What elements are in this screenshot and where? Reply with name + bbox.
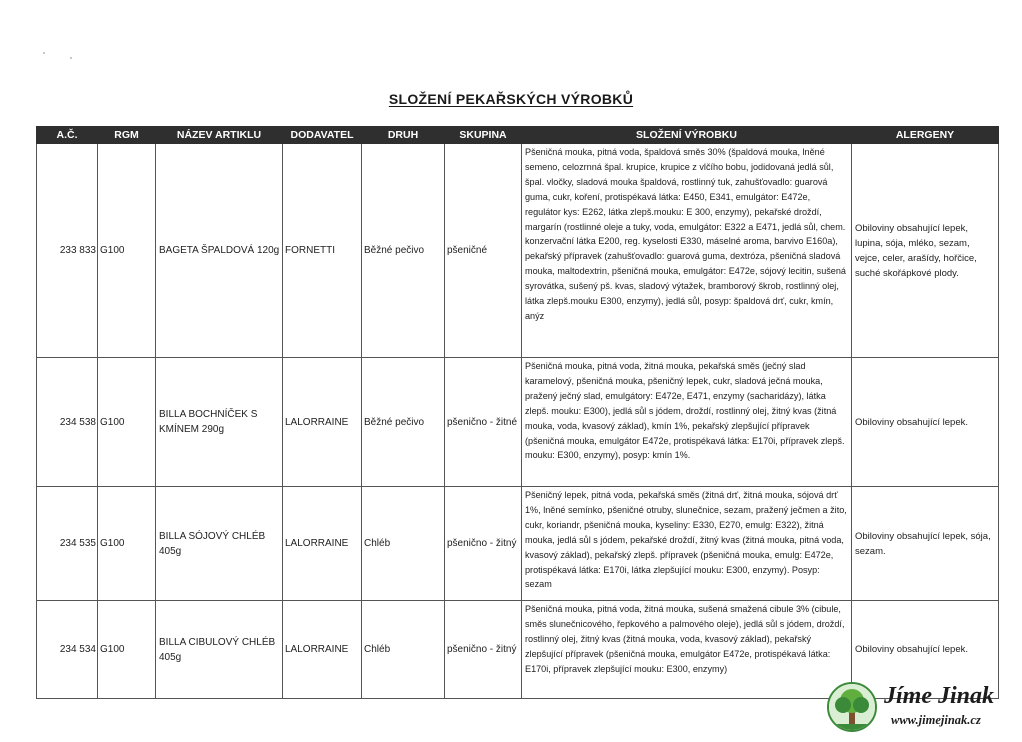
cell-composition: Pšeničný lepek, pitná voda, pekařská směs (žitná drť, žitná mouka, sójová drť 1%, lněné semínko, pšeničné otruby, slunečnice, sezam, pražený ječmen a žito, cukr, koriandr, pšeničná mouka, kyseliny: E330, E270, emulg: E322), žitná mouka, jedlá sůl s jódem, pekařské droždí, žitný kvas (žitná mouka, pitná voda, kvasový základ), pekařský zlepš. přípravek (pšeničná mouka, emulg: E472e, protispékavá látka: E170i, látka zlepšující mouku: E300, enzymy). Posyp: sezam	[522, 487, 852, 601]
table-row	[37, 487, 999, 601]
cell-allergens: Obiloviny obsahující lepek.	[852, 358, 999, 487]
cell-name: BILLA BOCHNÍČEK S KMÍNEM 290g	[156, 358, 283, 487]
header-allergens: ALERGENY	[852, 127, 999, 144]
scan-speck	[70, 57, 72, 59]
cell-supplier: LALORRAINE	[283, 487, 362, 601]
header-ac: A.Č.	[37, 127, 98, 144]
cell-supplier: LALORRAINE	[283, 601, 362, 699]
cell-ac: 234 535	[37, 487, 98, 601]
cell-composition: Pšeničná mouka, pitná voda, žitná mouka, sušená smažená cibule 3% (cibule, směs slunečnicového, řepkového a palmového oleje), jedlá sůl s jódem, droždí, rostlinný olej, žitný kvas (žitná mouka, voda, kvasový základ), pekařský zlepšující přípravek (pšeničná mouka, emulgátor E472e, protispékavá látka: E170i, přípravek zlepšující mouku: E300, enzymy)	[522, 601, 852, 699]
header-name: NÁZEV ARTIKLU	[156, 127, 283, 144]
header-supplier: DODAVATEL	[283, 127, 362, 144]
table-row	[37, 358, 999, 487]
cell-group: pšenično - žitný	[445, 487, 522, 601]
scan-speck	[43, 52, 45, 54]
cell-allergens: Obiloviny obsahující lepek, lupina, sója, mléko, sezam, vejce, celer, arašídy, hořčice, suché skořápkové plody.	[852, 144, 999, 358]
cell-group: pšenično - žitné	[445, 358, 522, 487]
cell-supplier: LALORRAINE	[283, 358, 362, 487]
cell-kind: Běžné pečivo	[362, 358, 445, 487]
cell-rgm: G100	[98, 601, 156, 699]
cell-name: BILLA CIBULOVÝ CHLÉB 405g	[156, 601, 283, 699]
cell-composition: Pšeničná mouka, pitná voda, žitná mouka, pekařská směs (ječný slad karamelový, pšeničná mouka, pšeničný lepek, cukr, sladová ječná mouka, pražený ječný slad, emulgátory: E472e, E471, enzymy (sacharidázy), látka zlepš. mouku: E300), jedlá sůl s jódem, droždí, rostlinný olej, žitný kvas (žitná mouka, voda, kvasový základ), kmín 1%, pekařský zlepšující přípravek (pšeničná mouka, emulgátor E472e, protispékavá látka: E170i, přípravek zlepš. mouku: E300, enzymy), posyp: kmín 1%.	[522, 358, 852, 487]
cell-allergens: Obiloviny obsahující lepek, sója, sezam.	[852, 487, 999, 601]
cell-allergens: Obiloviny obsahující lepek.	[852, 601, 999, 699]
table-row	[37, 144, 999, 358]
logo-url: www.jimejinak.cz	[891, 713, 981, 727]
cell-name: BILLA SÓJOVÝ CHLÉB 405g	[156, 487, 283, 601]
cell-ac: 234 534	[37, 601, 98, 699]
cell-group: pšenično - žitný	[445, 601, 522, 699]
logo-name: Jíme Jinak	[884, 683, 995, 709]
tree-icon	[827, 682, 877, 732]
header-kind: DRUH	[362, 127, 445, 144]
cell-rgm: G100	[98, 487, 156, 601]
cell-composition: Pšeničná mouka, pitná voda, špaldová směs 30% (špaldová mouka, lněné semeno, celozrnná špal. krupice, krupice z vlčího bobu, jodidovaná jedlá sůl, špal. vločky, sladová mouka špaldová, rostlinný tuk, zahušťovadlo: guarová guma, cukr, koření, protispékavá látka: E450, E341, emulgátor: E472e, regulátor kys: E262, látka zlepš.mouku: E 300, enzymy), pekařské droždí, margarín (rostlinné oleje a tuky, voda, emulgátor: E322 a E471, jedlá sůl, chem. konzervační látka E200, reg. kyselosti E330, máselné aroma, barvivo E160a), pekařský přípravek (zahušťovadlo: guarová guma, dextróza, pšeničná sladová mouka, maltodextrin, pšeničná mouka, emulgátor: E472e, sójový lecitin, sušená syrovátka, sušený pš. kvas, sladový výtažek, bramborový škrob, rostlinný olej, látka zlepš.mouku E300, enzymy), jedlá sůl, posyp: špaldová drť, cukr, kmín, anýz	[522, 144, 852, 358]
cell-kind: Běžné pečivo	[362, 144, 445, 358]
cell-group: pšeničné	[445, 144, 522, 358]
cell-name: BAGETA ŠPALDOVÁ 120g	[156, 144, 283, 358]
jime-jinak-logo	[827, 680, 1017, 736]
products-table	[36, 126, 999, 699]
cell-ac: 234 538	[37, 358, 98, 487]
cell-rgm: G100	[98, 358, 156, 487]
header-composition: SLOŽENÍ VÝROBKU	[522, 127, 852, 144]
cell-kind: Chléb	[362, 487, 445, 601]
document-title: SLOŽENÍ PEKAŘSKÝCH VÝROBKŮ	[388, 91, 634, 107]
header-rgm: RGM	[98, 127, 156, 144]
cell-supplier: FORNETTI	[283, 144, 362, 358]
header-group: SKUPINA	[445, 127, 522, 144]
cell-ac: 233 833	[37, 144, 98, 358]
cell-rgm: G100	[98, 144, 156, 358]
table-header-row	[37, 127, 999, 144]
cell-kind: Chléb	[362, 601, 445, 699]
